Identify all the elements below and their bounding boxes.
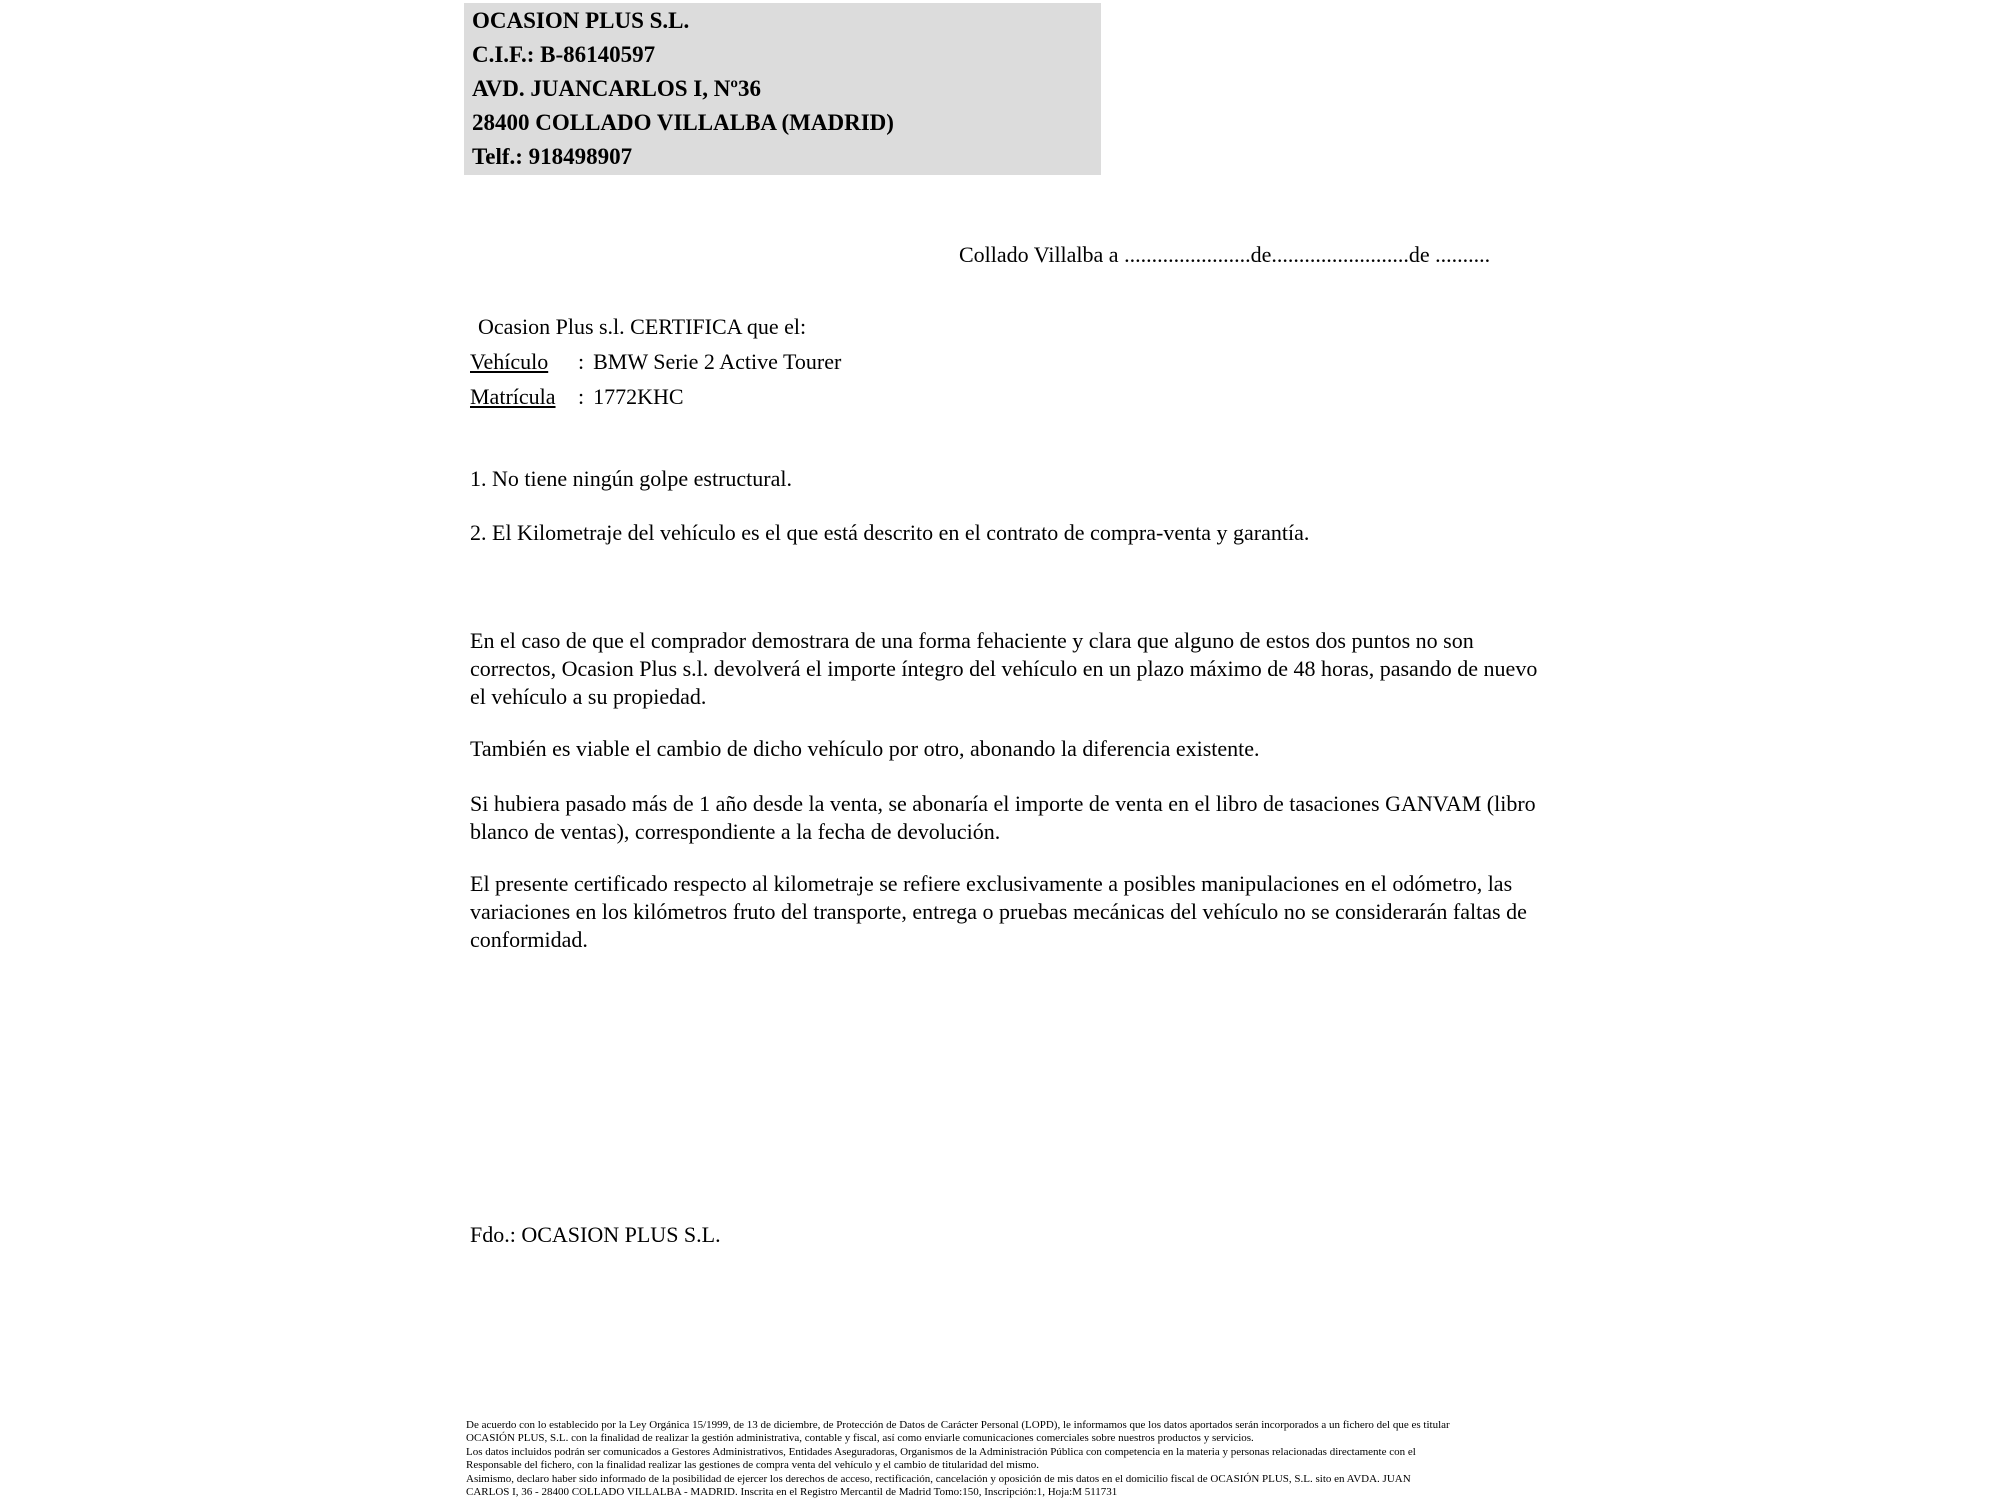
plate-row: [470, 379, 841, 414]
numbered-point-2: 2. El Kilometraje del vehículo es el que está descrito en el contrato de compra-venta y garantía.: [470, 520, 1310, 545]
vehicle-row: [470, 344, 841, 379]
plate-label: Matrícula: [470, 384, 556, 409]
company-phone: Telf.: 918498907: [472, 144, 633, 169]
company-name: OCASION PLUS S.L.: [472, 8, 690, 33]
paragraph-exchange-option: También es viable el cambio de dicho vehículo por otro, abonando la diferencia existente.: [470, 736, 1260, 761]
legal-footer: [466, 1419, 1450, 1499]
numbered-point-1: 1. No tiene ningún golpe estructural.: [470, 466, 792, 491]
paragraph-refund-guarantee: En el caso de que el comprador demostrara de una forma fehaciente y clara que alguno de estos dos puntos no son correctos, Ocasion Plus s.l. devolverá el importe íntegro del vehículo en un plazo máximo de 48 horas, pasando de nuevo el vehículo a su propiedad.: [470, 628, 1538, 709]
date-line: Collado Villalba a .......................de.........................de ..........: [959, 242, 1491, 267]
vehicle-label-wrap: [470, 344, 578, 379]
legal-line-5: Asimismo, declaro haber sido informado de la posibilidad de ejercer los derechos de acceso, rectificación, cancelación y oposición de mis datos en el domicilio fiscal de OCASIÓN PLUS, S.L. sito en AVDA. JUAN: [466, 1472, 1411, 1485]
paragraph-odometer-disclaimer: El presente certificado respecto al kilometraje se refiere exclusivamente a posibles manipulaciones en el odómetro, las variaciones en los kilómetros fruto del transporte, entrega o pruebas mecánicas del vehículo no se considerarán faltas de conformidad.: [470, 871, 1527, 952]
legal-line-3: Los datos incluidos podrán ser comunicados a Gestores Administrativos, Entidades Aseguradoras, Organismos de la Administración Pública con competencia en la materia y personas relacionadas directamente con el: [466, 1445, 1416, 1458]
legal-line-2: OCASIÓN PLUS, S.L. con la finalidad de realizar la gestión administrativa, contable y fiscal, así como enviarle comunicaciones comerciales sobre nuestros productos y servicios.: [466, 1432, 1254, 1445]
vehicle-separator: :: [578, 349, 585, 374]
company-address: AVD. JUANCARLOS I, Nº36: [472, 76, 761, 101]
paragraph-ganvam-valuation: Si hubiera pasado más de 1 año desde la venta, se abonaría el importe de venta en el libro de tasaciones GANVAM (libro blanco de ventas), correspondiente a la fecha de devolución.: [470, 791, 1536, 844]
legal-line-1: De acuerdo con lo establecido por la Ley Orgánica 15/1999, de 13 de diciembre, de Protección de Datos de Carácter Personal (LOPD), le informamos que los datos aportados serán incorporados a un fichero del que es titular: [466, 1419, 1450, 1431]
vehicle-value: BMW Serie 2 Active Tourer: [593, 349, 842, 374]
certification-block: [470, 309, 841, 414]
company-header-box: [464, 3, 1101, 175]
legal-line-4: Responsable del fichero, con la finalidad realizar las gestiones de compra venta del vehículo y el cambio de titularidad del mismo.: [466, 1459, 1040, 1472]
legal-line-6: CARLOS I, 36 - 28400 COLLADO VILLALBA - MADRID. Inscrita en el Registro Mercantil de Madrid Tomo:150, Inscripción:1, Hoja:M 511731: [466, 1486, 1118, 1499]
plate-label-wrap: [470, 379, 578, 414]
plate-separator: :: [578, 384, 585, 409]
company-city: 28400 COLLADO VILLALBA (MADRID): [472, 110, 894, 135]
plate-value: 1772KHC: [593, 384, 684, 409]
signature-line: Fdo.: OCASION PLUS S.L.: [470, 1222, 721, 1247]
vehicle-label: Vehículo: [470, 349, 549, 374]
company-cif: C.I.F.: B-86140597: [472, 42, 656, 67]
certification-intro: Ocasion Plus s.l. CERTIFICA que el:: [478, 314, 807, 339]
